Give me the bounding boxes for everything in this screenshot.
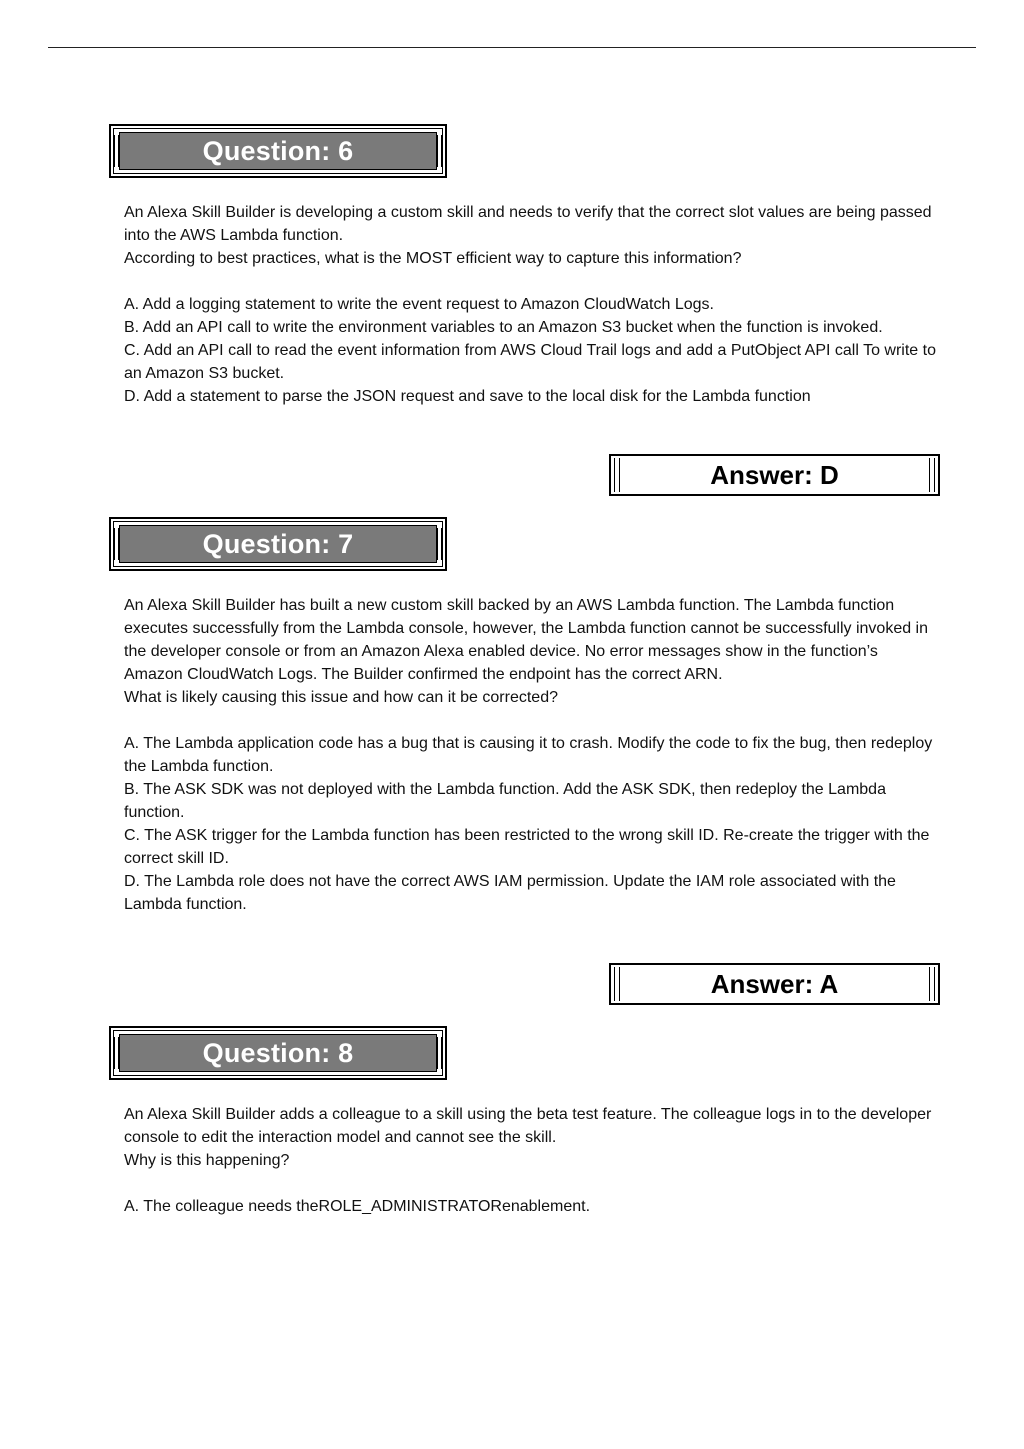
top-rule: [48, 47, 976, 48]
answer-option: C. Add an API call to read the event information from AWS Cloud Trail logs and add a PutObject API call To write to an Amazon S3 bucket.: [124, 342, 936, 382]
question-6-answer-box: [609, 454, 940, 496]
question-7-answer-box: [609, 963, 940, 1005]
question-7-header: [109, 517, 447, 571]
answer-option: C. The ASK trigger for the Lambda function has been restricted to the wrong skill ID. Re-create the trigger with the correct skill ID.: [124, 827, 930, 867]
question-stem: An Alexa Skill Builder adds a colleague to a skill using the beta test feature. The colleague logs in to the developer console to edit the interaction model and cannot see the skill.: [124, 1106, 932, 1146]
question-stem: Why is this happening?: [124, 1152, 290, 1169]
answer-option: A. The Lambda application code has a bug that is causing it to crash. Modify the code to fix the bug, then redeploy the Lambda function.: [124, 735, 933, 775]
answer-option: A. Add a logging statement to write the event request to Amazon CloudWatch Logs.: [124, 296, 714, 313]
question-title: Question: 8: [202, 1037, 354, 1068]
question-title: Question: 6: [202, 135, 354, 166]
answer-option: D. Add a statement to parse the JSON request and save to the local disk for the Lambda function: [124, 388, 811, 405]
answer-option: B. Add an API call to write the environment variables to an Amazon S3 bucket when the function is invoked.: [124, 319, 883, 336]
question-6-body: [124, 201, 939, 408]
question-7-body: [124, 594, 939, 916]
answer-option: A. The colleague needs theROLE_ADMINISTRATORenablement.: [124, 1198, 591, 1215]
question-8-body: [124, 1103, 939, 1218]
question-8-header: [109, 1026, 447, 1080]
answer-label: Answer: D: [710, 459, 839, 490]
question-stem: An Alexa Skill Builder is developing a custom skill and needs to verify that the correct slot values are being passed into the AWS Lambda function.: [124, 204, 932, 244]
question-stem: An Alexa Skill Builder has built a new custom skill backed by an AWS Lambda function. The Lambda function executes successfully from the Lambda console, however, the Lambda function cannot be successfully invoked in the developer console or from an Amazon Alexa enabled device. No error messages show in the function’s Amazon CloudWatch Logs. The Builder confirmed the endpoint has the correct ARN.: [124, 597, 929, 683]
answer-label: Answer: A: [710, 968, 839, 999]
answer-option: D. The Lambda role does not have the correct AWS IAM permission. Update the IAM role associated with the Lambda function.: [124, 873, 896, 913]
answer-option: B. The ASK SDK was not deployed with the Lambda function. Add the ASK SDK, then redeploy the Lambda function.: [124, 781, 886, 821]
question-stem: According to best practices, what is the MOST efficient way to capture this information?: [124, 250, 742, 267]
question-stem: What is likely causing this issue and how can it be corrected?: [124, 689, 558, 706]
question-6-header: [109, 124, 447, 178]
question-title: Question: 7: [202, 528, 354, 559]
